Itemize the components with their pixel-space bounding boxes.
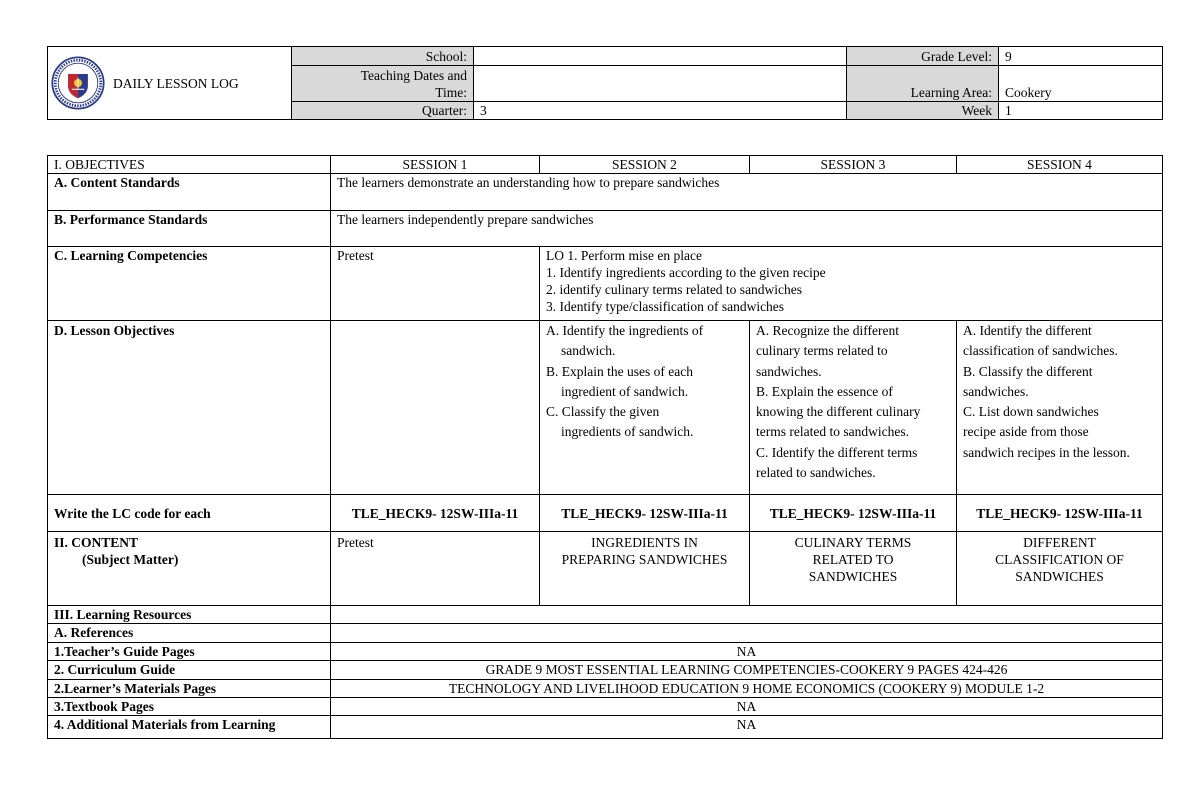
lc-code-label: Write the LC code for each	[48, 495, 331, 532]
objective-line: terms related to sandwiches.	[756, 424, 909, 440]
teachers-guide-row	[48, 642, 1163, 660]
objective-line: ingredients of sandwich.	[561, 424, 694, 440]
content-line: INGREDIENTS IN	[591, 534, 698, 550]
content-line: DIFFERENT	[1023, 534, 1096, 550]
lc-code-session-2: TLE_HECK9- 12SW-IIIa-11	[540, 495, 750, 532]
content-line: CLASSIFICATION OF	[995, 551, 1124, 567]
objective-line: sandwiches.	[756, 363, 822, 379]
references-label: A. References	[48, 624, 331, 642]
references-row	[48, 624, 1163, 642]
objective-line: sandwiches.	[963, 383, 1029, 399]
content-line: SANDWICHES	[1015, 568, 1104, 584]
learners-materials-label: 2.Learner’s Materials Pages	[48, 679, 331, 697]
objective-line: C. Identify the different terms	[756, 444, 918, 460]
curriculum-guide-label: 2. Curriculum Guide	[48, 661, 331, 679]
deped-seal-icon	[51, 56, 105, 110]
objective-line: B. Explain the uses of each	[546, 363, 693, 379]
header-table	[47, 46, 1163, 120]
objective-line: A. Recognize the different	[756, 322, 899, 338]
lesson-objectives-label: D. Lesson Objectives	[48, 320, 331, 494]
learning-area-label: Learning Area:	[847, 66, 999, 101]
lesson-objectives-session-2	[540, 320, 750, 494]
grade-level-value: 9	[999, 47, 1163, 66]
objective-line: B. Explain the essence of	[756, 383, 893, 399]
week-value: 1	[999, 101, 1163, 119]
objective-line: recipe aside from those	[963, 424, 1089, 440]
textbook-value: NA	[331, 697, 1163, 715]
learners-materials-row	[48, 679, 1163, 697]
curriculum-guide-row	[48, 661, 1163, 679]
objective-line: A. Identify the different	[963, 322, 1092, 338]
additional-materials-value: NA	[331, 716, 1163, 739]
objectives-header-row	[48, 156, 1163, 174]
content-heading: II. CONTENT	[54, 534, 139, 550]
teachers-guide-value: NA	[331, 642, 1163, 660]
objective-line: C. Classify the given	[546, 404, 660, 420]
lc-code-row	[48, 495, 1163, 532]
content-standards-label: A. Content Standards	[48, 174, 331, 211]
learning-resources-row	[48, 605, 1163, 623]
grade-level-label: Grade Level:	[847, 47, 999, 66]
objective-line: A. Identify the ingredients of	[546, 322, 704, 338]
session-4-header: SESSION 4	[957, 156, 1163, 174]
performance-standards-row	[48, 211, 1163, 247]
learning-area-value: Cookery	[999, 66, 1163, 101]
objective-line: C. List down sandwiches	[963, 404, 1099, 420]
content-session-1: Pretest	[331, 531, 540, 605]
content-subheading: (Subject Matter)	[82, 551, 179, 567]
competencies-session-1: Pretest	[331, 247, 540, 321]
textbook-label: 3.Textbook Pages	[48, 697, 331, 715]
teaching-dates-label	[292, 66, 474, 101]
additional-materials-label: 4. Additional Materials from Learning	[48, 716, 331, 739]
objective-line: related to sandwiches.	[756, 465, 876, 481]
lc-code-session-4: TLE_HECK9- 12SW-IIIa-11	[957, 495, 1163, 532]
content-standards-text: The learners demonstrate an understanding how to prepare sandwiches	[331, 174, 1163, 211]
curriculum-guide-value: GRADE 9 MOST ESSENTIAL LEARNING COMPETENCIES-COOKERY 9 PAGES 424-426	[331, 661, 1163, 679]
learners-materials-value: TECHNOLOGY AND LIVELIHOOD EDUCATION 9 HOME ECONOMICS (COOKERY 9) MODULE 1-2	[331, 679, 1163, 697]
school-value	[474, 47, 847, 66]
content-line: RELATED TO	[812, 551, 894, 567]
week-label: Week	[847, 101, 999, 119]
logo-title-cell	[48, 47, 292, 120]
learning-competencies-label: C. Learning Competencies	[48, 247, 331, 321]
teaching-dates-label-line1: Teaching Dates and	[360, 67, 467, 83]
content-session-4	[957, 531, 1163, 605]
objective-line: knowing the different culinary	[756, 404, 921, 420]
competency-line: 2. identify culinary terms related to sandwiches	[546, 282, 803, 298]
objective-line: culinary terms related to	[756, 343, 888, 359]
performance-standards-label: B. Performance Standards	[48, 211, 331, 247]
lc-code-session-3: TLE_HECK9- 12SW-IIIa-11	[750, 495, 957, 532]
session-3-header: SESSION 3	[750, 156, 957, 174]
lesson-log-table	[47, 155, 1163, 739]
teaching-dates-label-line2: Time:	[435, 84, 467, 100]
content-heading-cell	[48, 531, 331, 605]
session-1-header: SESSION 1	[331, 156, 540, 174]
competency-line: LO 1. Perform mise en place	[546, 248, 702, 264]
learning-resources-heading: III. Learning Resources	[48, 605, 331, 623]
additional-materials-row	[48, 716, 1163, 739]
lesson-objectives-row	[48, 320, 1163, 494]
lesson-objectives-session-3	[750, 320, 957, 494]
content-line: SANDWICHES	[808, 568, 898, 584]
objective-line: ingredient of sandwich.	[561, 383, 689, 399]
content-line: PREPARING SANDWICHES	[561, 551, 728, 567]
session-2-header: SESSION 2	[540, 156, 750, 174]
lc-code-session-1: TLE_HECK9- 12SW-IIIa-11	[331, 495, 540, 532]
content-session-3	[750, 531, 957, 605]
teaching-dates-value	[474, 66, 847, 101]
content-session-2	[540, 531, 750, 605]
content-standards-row	[48, 174, 1163, 211]
objective-line: B. Classify the different	[963, 363, 1093, 379]
objectives-heading: I. OBJECTIVES	[48, 156, 331, 174]
teachers-guide-label: 1.Teacher’s Guide Pages	[48, 642, 331, 660]
textbook-row	[48, 697, 1163, 715]
lesson-objectives-session-1	[331, 320, 540, 494]
references-value	[331, 624, 1163, 642]
document-title: DAILY LESSON LOG	[113, 75, 239, 91]
school-label: School:	[292, 47, 474, 66]
lesson-objectives-session-4	[957, 320, 1163, 494]
objective-line: classification of sandwiches.	[963, 343, 1118, 359]
content-row	[48, 531, 1163, 605]
performance-standards-text: The learners independently prepare sandwiches	[331, 211, 1163, 247]
quarter-label: Quarter:	[292, 101, 474, 119]
objective-line: sandwich.	[561, 343, 616, 359]
content-line: CULINARY TERMS	[794, 534, 912, 550]
learning-resources-value	[331, 605, 1163, 623]
competency-line: 3. Identify type/classification of sandwiches	[546, 299, 785, 315]
competencies-sessions-2-4	[540, 247, 1163, 321]
learning-competencies-row	[48, 247, 1163, 321]
objective-line: sandwich recipes in the lesson.	[963, 444, 1130, 460]
quarter-value: 3	[474, 101, 847, 119]
competency-line: 1. Identify ingredients according to the given recipe	[546, 265, 826, 281]
